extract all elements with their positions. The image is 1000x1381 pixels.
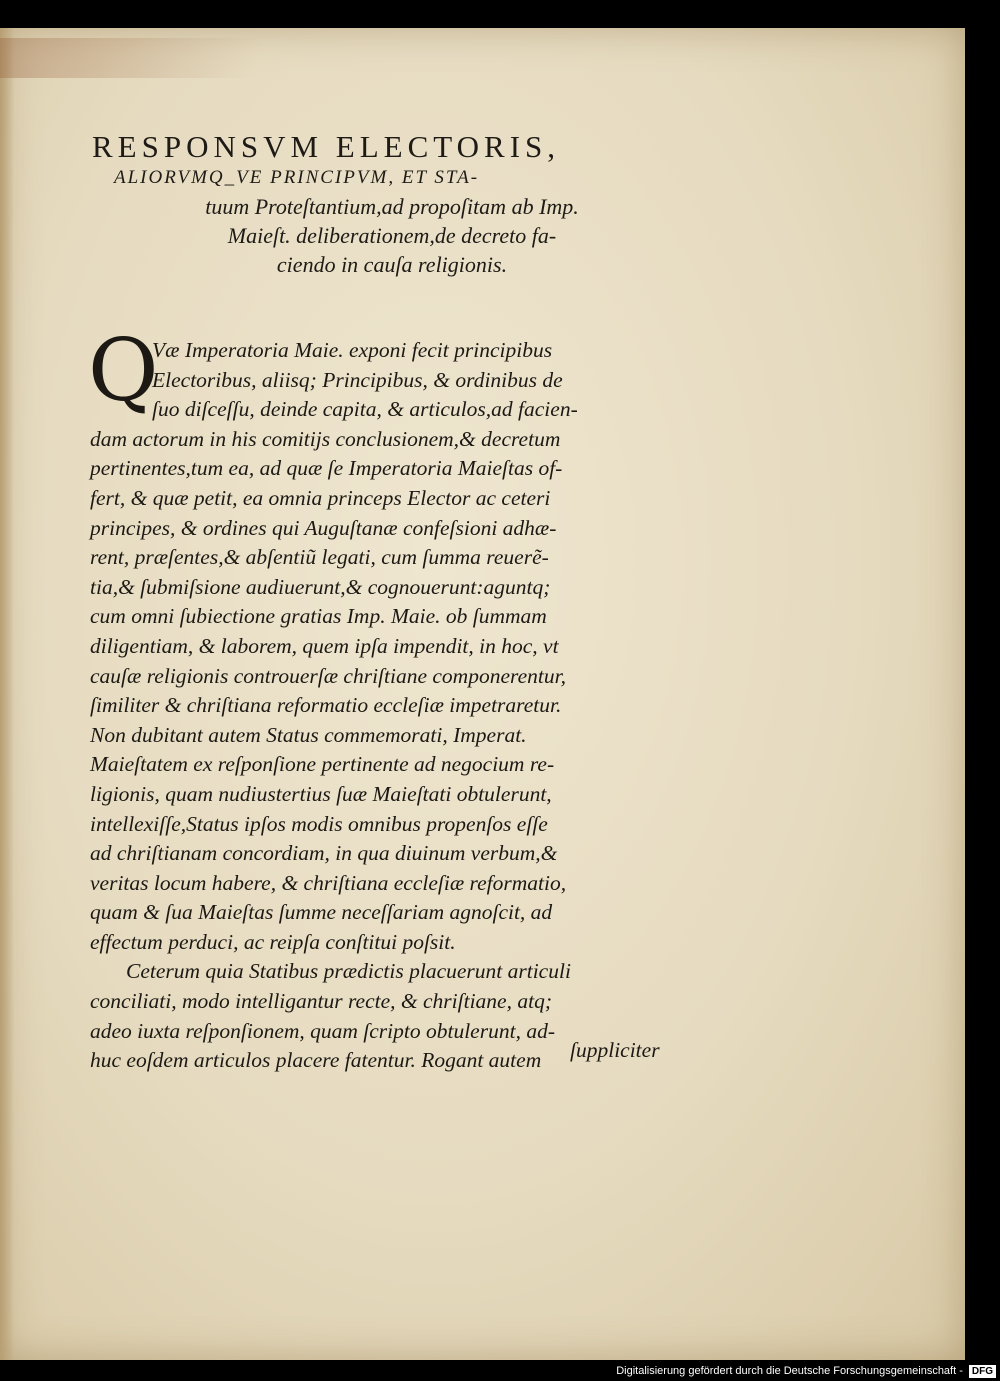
footer-credit: Digitalisierung gefördert durch die Deutsche Forschungsgemeinschaft - <box>616 1365 963 1377</box>
text-line: cauſæ religionis controuerſæ chriſtiane componerentur, <box>90 663 566 688</box>
paper-stain <box>0 38 260 78</box>
text-line: conciliati, modo intelligantur recte, & chriſtiane, atq; <box>90 989 552 1014</box>
title-line-1: RESPONSVM ELECTORIS, <box>92 129 561 164</box>
footer-bar <box>0 1361 1000 1381</box>
text-line: Maieſtatem ex reſponſione pertinente ad negocium re- <box>90 752 555 777</box>
text-line: ligionis, quam nudiustertius ſuæ Maieſtati obtulerunt, <box>90 781 552 806</box>
text-line: quam & ſua Maieſtas ſumme neceſſariam agnoſcit, ad <box>90 900 553 925</box>
text-line: Electoribus, aliisq; Principibus, & ordinibus de <box>152 367 563 392</box>
title-line-3: tuum Proteſtantium,ad propoſitam ab Imp. <box>205 194 579 219</box>
text-line: Væ Imperatoria Maie. exponi fecit principibus <box>152 338 553 362</box>
title-line-2: ALIORVMQ_VE PRINCIPVM, ET STA- <box>114 167 480 188</box>
text-line: cum omni ſubiectione gratias Imp. Maie. ob ſummam <box>90 604 547 629</box>
text-line: tia,& ſubmiſsione audiuerunt,& cognouerunt:aguntq; <box>90 574 551 599</box>
title-line-5: ciendo in cauſa religionis. <box>276 252 508 277</box>
text-line: intellexiſſe,Status ipſos modis omnibus propenſos eſſe <box>90 811 548 836</box>
text-line: pertinentes,tum ea, ad quæ ſe Imperatoria Maieſtas of- <box>90 456 563 481</box>
dfg-logo-icon: DFG <box>969 1365 996 1378</box>
text-line: ſimiliter & chriſtiana reformatio eccleſiæ impetraretur. <box>90 693 562 718</box>
text-line: principes, & ordines qui Auguſtanæ confeſsioni adhæ- <box>90 515 557 540</box>
drop-capital: Q <box>88 321 159 421</box>
text-line: ad chriſtianam concordiam, in qua diuinum verbum,& <box>90 841 558 866</box>
body-text <box>88 321 690 1076</box>
text-line: dam actorum in his comitijs conclusionem,& decretum <box>90 426 561 451</box>
text-line: ſuo diſceſſu, deinde capita, & articulos,ad facien- <box>152 397 578 422</box>
text-line: adeo iuxta reſponſionem, quam ſcripto obtulerunt, ad- <box>90 1018 555 1043</box>
text-line: Ceterum quia Statibus prædictis placuerunt articuli <box>126 959 571 984</box>
text-line: huc eoſdem articulos placere fatentur. Rogant autem <box>90 1048 542 1073</box>
text-line: diligentiam, & laborem, quem ipſa impendit, in hoc, vt <box>90 633 559 658</box>
catchword: ſuppliciter <box>570 1038 660 1062</box>
text-line: Non dubitant autem Status commemorati, Imperat. <box>90 722 527 747</box>
text-line: effectum perduci, ac reipſa conſtitui poſsit. <box>90 929 456 954</box>
text-line: rent, præſentes,& abſentiũ legati, cum ſumma reuerẽ- <box>90 545 549 570</box>
title-block <box>92 130 692 279</box>
text-line: veritas locum habere, & chriſtiana eccleſiæ reformatio, <box>90 870 567 895</box>
text-line: fert, & quæ petit, ea omnia princeps Elector ac ceteri <box>90 485 551 510</box>
title-line-4: Maieſt. deliberationem,de decreto fa- <box>227 223 557 248</box>
